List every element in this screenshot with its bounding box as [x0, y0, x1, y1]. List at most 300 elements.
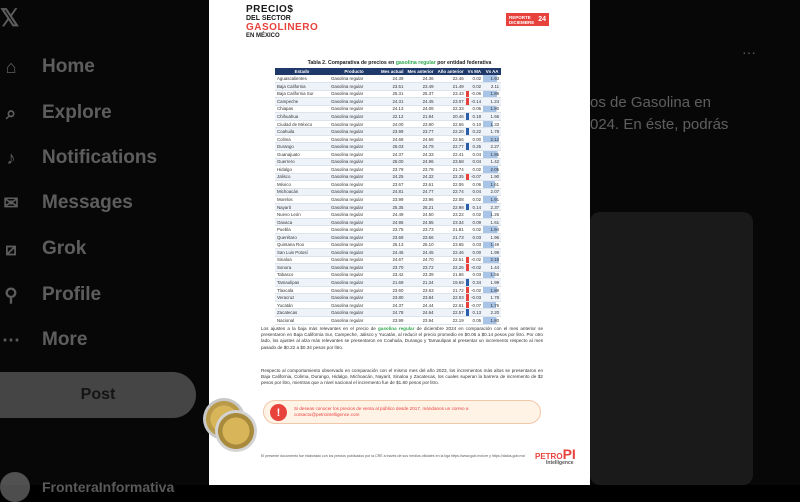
col-header: Año anterior — [437, 69, 464, 74]
table-cell: 2.05 — [483, 166, 501, 174]
table-cell: 1.66 — [483, 113, 501, 121]
table-row — [275, 135, 501, 143]
table-cell: 1.49 — [483, 241, 501, 249]
table-cell: 0.10 — [466, 120, 483, 128]
table-cell: 22.51 — [436, 256, 466, 264]
table-cell: 0.00 — [466, 135, 483, 143]
table-cell: Zacatecas — [275, 309, 329, 317]
table-cell: 1.80 — [483, 105, 501, 113]
table-cell: 21.86 — [436, 271, 466, 279]
table-cell: Gasolina regular — [329, 158, 379, 166]
table-cell: 24.50 — [405, 211, 435, 219]
table-cell: 2.11 — [483, 83, 501, 91]
table-cell: 21.73 — [436, 233, 466, 241]
table-cell: 0.04 — [466, 158, 483, 166]
table-cell: Gasolina regular — [329, 128, 379, 136]
table-cell: Hidalgo — [275, 166, 329, 174]
table-row — [275, 271, 501, 279]
table-row — [275, 128, 501, 136]
contact-alert: ! Si deseas conocer los precios de venta al público desde 2017, mándanos un correo a contacto@petrointelligence.com — [263, 400, 541, 424]
table-cell: 23.51 — [379, 83, 405, 91]
table-cell: México — [275, 181, 329, 189]
table-cell: 25.00 — [379, 158, 405, 166]
table-cell: 0.09 — [466, 218, 483, 226]
table-cell: Baja California Sur — [275, 90, 329, 98]
table-row — [275, 309, 501, 317]
table-row — [275, 143, 501, 151]
table-cell: 23.99 — [379, 317, 405, 325]
table-cell: 23.49 — [405, 83, 435, 91]
table-cell: 22.56 — [436, 135, 466, 143]
table-cell: Gasolina regular — [329, 120, 379, 128]
more-options-icon[interactable]: ··· — [742, 44, 756, 60]
table-cell: 1.26 — [483, 211, 501, 219]
table-cell: 1.76 — [483, 301, 501, 309]
table-cell: Gasolina regular — [329, 317, 379, 325]
table-cell: 23.80 — [379, 294, 405, 302]
table-row — [275, 241, 501, 249]
table-cell: 23.84 — [405, 294, 435, 302]
table-cell: 23.99 — [379, 196, 405, 204]
nav-notifications[interactable]: ♪ Notifications — [0, 147, 157, 169]
paragraph-2: Respecto al comportamiento observado en comparación con el mismo mes del año 2023, los incrementos más altos se presentaron en Baja California, Colima, Durango, Hidalgo, Michoacán, Nayarit, Sinaloa y Zacatecas, los cuales superan la barrera de incremento de $2 pesos por litro, mientras que a nivel nacional el incremento fue de $1.80 pesos por litro. — [261, 368, 543, 386]
table-row — [275, 173, 501, 181]
table-cell: 23.66 — [405, 233, 435, 241]
table-cell: 24.45 — [405, 98, 435, 106]
table-cell: 25.21 — [405, 203, 435, 211]
table-row — [275, 83, 501, 91]
price-table — [275, 68, 501, 325]
table-cell: 1.88 — [483, 90, 501, 98]
tweet-text: os de Gasolina en 024. En éste, podrás — [590, 94, 729, 133]
table-cell: San Luis Potosí — [275, 249, 329, 257]
table-cell: 0.03 — [466, 271, 483, 279]
table-cell: 23.69 — [379, 233, 405, 241]
table-cell: -0.06 — [466, 90, 483, 98]
table-cell: Ciudad de México — [275, 120, 329, 128]
table-cell: 2.20 — [483, 309, 501, 317]
table-cell: 22.26 — [436, 264, 466, 272]
table-row — [275, 233, 501, 241]
table-cell: 23.99 — [379, 128, 405, 136]
table-cell: Michoacán — [275, 188, 329, 196]
table-row — [275, 256, 501, 264]
table-cell: 0.18 — [466, 113, 483, 121]
table-cell: Tabasco — [275, 271, 329, 279]
more-icon: ⋯ — [2, 329, 20, 350]
table-cell: 1.95 — [483, 150, 501, 158]
table-cell: Gasolina regular — [329, 279, 379, 287]
table-cell: 1.91 — [483, 196, 501, 204]
exclamation-icon: ! — [270, 404, 287, 421]
table-cell: 22.61 — [436, 301, 466, 309]
table-cell: Gasolina regular — [329, 256, 379, 264]
table-cell: 24.37 — [379, 301, 405, 309]
table-cell: Gasolina regular — [329, 309, 379, 317]
table-cell: 0.34 — [466, 279, 483, 287]
nav-more[interactable]: ⋯ More — [2, 329, 88, 350]
table-row — [275, 294, 501, 302]
table-row — [275, 181, 501, 189]
person-icon: ⚲ — [4, 284, 18, 305]
table-cell: -0.14 — [466, 98, 483, 106]
table-cell: Coahuila — [275, 128, 329, 136]
table-row — [275, 279, 501, 287]
table-cell: Gasolina regular — [329, 271, 379, 279]
table-cell: Nayarit — [275, 203, 329, 211]
table-cell: 22.20 — [436, 128, 466, 136]
table-cell: Gasolina regular — [329, 241, 379, 249]
home-icon: ⌂ — [5, 56, 17, 77]
table-row — [275, 218, 501, 226]
footnote: El presente documento fue elaborado con los precios publicados por la CRE a través de sus medios oficiales en la liga https://www.gob.mx/cre y https://datos.gob.mx/ — [261, 454, 526, 458]
table-cell: Gasolina regular — [329, 301, 379, 309]
table-cell: 0.02 — [466, 196, 483, 204]
table-cell: 23.58 — [436, 158, 466, 166]
table-cell: Colima — [275, 135, 329, 143]
table-cell: Sinaloa — [275, 256, 329, 264]
table-cell: 24.37 — [379, 150, 405, 158]
col-header: Mes actual — [381, 69, 404, 74]
table-cell: 23.73 — [405, 226, 435, 234]
table-row — [275, 98, 501, 106]
table-cell: 24.95 — [379, 218, 405, 226]
table-cell: Puebla — [275, 226, 329, 234]
table-cell: Gasolina regular — [329, 233, 379, 241]
table-cell: -0.03 — [466, 294, 483, 302]
table-cell: Gasolina regular — [329, 105, 379, 113]
account-switcher[interactable]: FronteraInformativa — [0, 472, 174, 502]
table-cell: 25.10 — [405, 241, 435, 249]
table-cell: 24.49 — [379, 211, 405, 219]
table-cell: 23.07 — [436, 98, 466, 106]
table-cell: 0.04 — [466, 150, 483, 158]
table-cell: 21.72 — [436, 286, 466, 294]
table-cell: Gasolina regular — [329, 203, 379, 211]
table-row — [275, 188, 501, 196]
table-cell: 24.25 — [379, 173, 405, 181]
table-cell: Gasolina regular — [329, 135, 379, 143]
table-cell: 23.60 — [379, 286, 405, 294]
table-cell: 1.99 — [483, 249, 501, 257]
table-row — [275, 120, 501, 128]
table-cell: 1.96 — [483, 233, 501, 241]
table-cell: Gasolina regular — [329, 294, 379, 302]
post-button[interactable]: Post — [0, 372, 196, 418]
table-cell: Gasolina regular — [329, 218, 379, 226]
table-cell: Gasolina regular — [329, 75, 379, 83]
x-logo-icon[interactable]: 𝕏 — [0, 5, 20, 32]
table-cell: 22.41 — [436, 150, 466, 158]
table-row — [275, 90, 501, 98]
table-cell: -0.02 — [466, 256, 483, 264]
table-cell: 22.35 — [436, 173, 466, 181]
table-title: Tabla 2. Comparativa de precios en gasolina regular por entidad federativa — [307, 60, 492, 66]
table-cell: Aguascalientes — [275, 75, 329, 83]
table-cell: 24.13 — [379, 105, 405, 113]
table-cell: 25.35 — [379, 203, 405, 211]
table-cell: 21.74 — [436, 166, 466, 174]
table-row — [275, 113, 501, 121]
nav-explore[interactable]: ⌕ Explore — [0, 102, 112, 124]
table-cell: 24.64 — [405, 309, 435, 317]
table-cell: Durango — [275, 143, 329, 151]
table-cell: 24.08 — [405, 105, 435, 113]
table-cell: 2.16 — [483, 256, 501, 264]
table-cell: 0.06 — [466, 105, 483, 113]
table-cell: 1.56 — [483, 271, 501, 279]
table-cell: Gasolina regular — [329, 143, 379, 151]
table-cell: Gasolina regular — [329, 83, 379, 91]
table-cell: 22.98 — [436, 203, 466, 211]
table-cell: Gasolina regular — [329, 211, 379, 219]
table-cell: 23.90 — [405, 120, 435, 128]
table-cell: -0.07 — [466, 173, 483, 181]
image-viewer-document — [209, 0, 590, 485]
table-row — [275, 150, 501, 158]
report-badge: REPORTE DICIEMBRE 24 — [506, 13, 549, 26]
table-cell: Sonora — [275, 264, 329, 272]
table-cell: 24.44 — [405, 301, 435, 309]
table-cell: 24.78 — [379, 309, 405, 317]
nav-profile[interactable]: ⚲ Profile — [0, 284, 101, 306]
table-cell: Tamaulipas — [275, 279, 329, 287]
table-cell: Guanajuato — [275, 150, 329, 158]
table-cell: 24.81 — [379, 188, 405, 196]
table-cell: Gasolina regular — [329, 181, 379, 189]
table-cell: Tlaxcala — [275, 286, 329, 294]
table-cell: Gasolina regular — [329, 90, 379, 98]
table-cell: 1.61 — [483, 218, 501, 226]
table-cell: 23.61 — [405, 181, 435, 189]
table-cell: 24.70 — [405, 256, 435, 264]
mail-icon: ✉ — [3, 192, 19, 213]
table-cell: 22.57 — [436, 309, 466, 317]
table-cell: 1.61 — [483, 181, 501, 189]
table-cell: Nuevo León — [275, 211, 329, 219]
table-cell: Quintana Roo — [275, 241, 329, 249]
table-cell: 0.02 — [466, 166, 483, 174]
table-cell: 23.94 — [405, 317, 435, 325]
table-cell: 24.45 — [405, 249, 435, 257]
table-cell: 25.03 — [379, 143, 405, 151]
table-cell: Campeche — [275, 98, 329, 106]
table-cell: 2.12 — [483, 135, 501, 143]
col-header: Vs MA — [467, 69, 482, 74]
table-cell: Jalisco — [275, 173, 329, 181]
col-header: Mes anterior — [407, 69, 434, 74]
table-row — [275, 75, 501, 83]
table-cell: 23.34 — [436, 218, 466, 226]
table-cell: 24.67 — [379, 256, 405, 264]
table-cell: 23.96 — [405, 196, 435, 204]
paragraph-1: Los ajustes a la baja más relevantes en el precio de gasolina regular de diciembre 2024 en comparación con el mes anterior se presentaron en Baja California Sur, Campeche, Jalisco y Yucatán, al reducir el precio promedio en $0.06 a $0.14 pesos por litro. Por otro lado, los ajustes al alza más relevantes se presentaron en Coahuila, Durango y Tamaulipas al presentar un incremento respecto al mes pasado de $0.22 a $0.34 pesos por litro. — [261, 326, 543, 350]
table-cell: 22.77 — [436, 143, 466, 151]
table-cell: 1.99 — [483, 279, 501, 287]
table-cell: 0.03 — [466, 233, 483, 241]
table-cell: 23.22 — [436, 211, 466, 219]
table-cell: 24.36 — [405, 75, 435, 83]
table-cell: Morelos — [275, 196, 329, 204]
table-cell: 1.24 — [483, 98, 501, 106]
table-cell: 0.02 — [466, 211, 483, 219]
table-cell: 0.02 — [466, 226, 483, 234]
table-row — [275, 105, 501, 113]
table-cell: Gasolina regular — [329, 98, 379, 106]
table-cell: 24.31 — [379, 98, 405, 106]
nav-messages[interactable]: ✉ Messages — [0, 192, 133, 214]
table-cell: 21.49 — [436, 83, 466, 91]
table-row — [275, 196, 501, 204]
table-cell: Veracruz — [275, 294, 329, 302]
col-header: Producto — [329, 68, 379, 75]
table-cell: 21.94 — [405, 113, 435, 121]
table-cell: 20.46 — [436, 113, 466, 121]
table-cell: 24.33 — [405, 150, 435, 158]
table-cell: 21.34 — [405, 279, 435, 287]
table-cell: 24.79 — [405, 143, 435, 151]
table-cell: 25.13 — [379, 241, 405, 249]
table-cell: 23.63 — [405, 286, 435, 294]
tweet-image-card[interactable] — [590, 212, 753, 485]
table-cell: 2.27 — [483, 143, 501, 151]
table-cell: 0.00 — [466, 249, 483, 257]
table-row — [275, 286, 501, 294]
table-cell: 0.04 — [466, 188, 483, 196]
table-row — [275, 264, 501, 272]
table-cell: 0.25 — [466, 143, 483, 151]
table-cell: 1.42 — [483, 158, 501, 166]
table-cell: 22.46 — [436, 75, 466, 83]
table-cell: Querétaro — [275, 233, 329, 241]
table-row — [275, 249, 501, 257]
table-cell: Chihuahua — [275, 113, 329, 121]
search-icon: ⌕ — [5, 102, 17, 123]
table-cell: 2.37 — [483, 203, 501, 211]
table-cell: 1.88 — [483, 286, 501, 294]
table-cell: 24.00 — [379, 120, 405, 128]
table-cell: Oaxaca — [275, 218, 329, 226]
table-cell: 22.46 — [436, 249, 466, 257]
table-cell: 22.06 — [436, 181, 466, 189]
table-cell: Guerrero — [275, 158, 329, 166]
table-row — [275, 317, 501, 325]
table-cell: 22.08 — [436, 196, 466, 204]
table-cell: 24.96 — [405, 158, 435, 166]
table-cell: 2.07 — [483, 188, 501, 196]
table-cell: -0.02 — [466, 286, 483, 294]
table-cell: Chiapas — [275, 105, 329, 113]
table-cell: 23.39 — [405, 271, 435, 279]
brand-logo: PRECIO$ DEL SECTOR GASOLINERO EN MÉXICO — [246, 4, 319, 39]
table-cell: 24.32 — [405, 173, 435, 181]
table-cell: Gasolina regular — [329, 249, 379, 257]
table-cell: Gasolina regular — [329, 226, 379, 234]
grok-icon: ⧄ — [5, 238, 17, 259]
table-cell: 24.77 — [405, 188, 435, 196]
table-header-row — [275, 68, 501, 75]
table-cell: 24.85 — [405, 218, 435, 226]
table-cell: 0.05 — [466, 317, 483, 325]
table-cell: 1.44 — [483, 264, 501, 272]
table-cell: 23.65 — [436, 241, 466, 249]
table-cell: 24.45 — [379, 249, 405, 257]
table-cell: 22.03 — [436, 294, 466, 302]
table-cell: Gasolina regular — [329, 264, 379, 272]
table-cell: -0.02 — [466, 264, 483, 272]
col-header: Vs AA — [483, 68, 501, 75]
table-cell: -0.07 — [466, 301, 483, 309]
table-cell: 25.31 — [379, 90, 405, 98]
table-cell: 25.37 — [405, 90, 435, 98]
table-cell: 0.14 — [466, 203, 483, 211]
nav-home[interactable]: ⌂ Home — [0, 56, 95, 78]
petro-intelligence-logo: PETROPI Intelligence — [535, 446, 576, 466]
table-row — [275, 158, 501, 166]
table-cell: 1.93 — [483, 75, 501, 83]
table-cell: 22.66 — [436, 120, 466, 128]
table-cell: 1.78 — [483, 128, 501, 136]
table-row — [275, 166, 501, 174]
col-header: Estado — [275, 68, 329, 75]
table-cell: 0.06 — [466, 181, 483, 189]
table-cell: 23.75 — [379, 226, 405, 234]
table-cell: 0.13 — [466, 309, 483, 317]
table-cell: Nacional — [275, 317, 329, 325]
table-cell: 24.68 — [379, 135, 405, 143]
table-cell: 1.78 — [483, 294, 501, 302]
table-cell: Gasolina regular — [329, 113, 379, 121]
nav-grok[interactable]: ⧄ Grok — [0, 238, 86, 260]
table-cell: 23.79 — [379, 166, 405, 174]
table-row — [275, 211, 501, 219]
table-cell: Gasolina regular — [329, 188, 379, 196]
table-cell: 23.77 — [405, 128, 435, 136]
table-cell: 21.81 — [436, 226, 466, 234]
table-cell: 22.33 — [436, 105, 466, 113]
table-cell: 22.12 — [379, 113, 405, 121]
coin-image — [215, 410, 257, 452]
table-cell: 21.69 — [379, 279, 405, 287]
table-cell: 22.19 — [436, 317, 466, 325]
table-row — [275, 301, 501, 309]
table-cell: Gasolina regular — [329, 286, 379, 294]
table-cell: Baja California — [275, 83, 329, 91]
table-cell: 0.02 — [466, 83, 483, 91]
table-row — [275, 203, 501, 211]
table-cell: 23.43 — [436, 90, 466, 98]
table-cell: 23.70 — [379, 264, 405, 272]
table-cell: Yucatán — [275, 301, 329, 309]
table-cell: 1.33 — [483, 120, 501, 128]
sidebar-nav — [0, 0, 210, 495]
table-cell: 23.78 — [405, 166, 435, 174]
table-cell: 0.02 — [466, 75, 483, 83]
table-cell: 22.74 — [436, 188, 466, 196]
table-cell: 1.80 — [483, 317, 501, 325]
table-cell: 24.39 — [379, 75, 405, 83]
table-cell: Gasolina regular — [329, 196, 379, 204]
table-cell: Gasolina regular — [329, 150, 379, 158]
table-cell: Gasolina regular — [329, 173, 379, 181]
table-cell: Gasolina regular — [329, 166, 379, 174]
bell-icon: ♪ — [6, 147, 16, 168]
table-cell: 1.90 — [483, 173, 501, 181]
table-cell: 23.72 — [405, 264, 435, 272]
table-cell: 1.94 — [483, 226, 501, 234]
avatar — [0, 472, 30, 502]
table-cell: 0.22 — [466, 128, 483, 136]
